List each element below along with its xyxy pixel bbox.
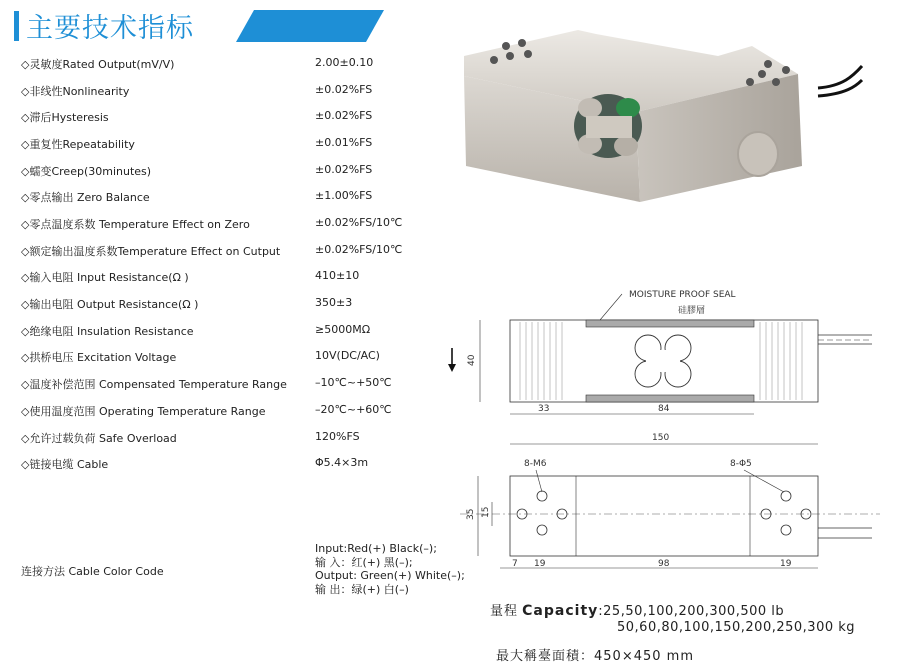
spec-value: –20℃~+60℃ bbox=[315, 403, 392, 416]
seal-cn-label: 硅膠層 bbox=[678, 306, 706, 316]
spec-row bbox=[21, 349, 441, 369]
spec-value: ±0.02%FS/10℃ bbox=[315, 216, 403, 229]
spec-label: ◇非线性Nonlinearity bbox=[21, 85, 130, 98]
spec-row bbox=[21, 163, 441, 183]
spec-row bbox=[21, 189, 441, 209]
dim-98: 98 bbox=[658, 559, 670, 569]
dim-height: 40 bbox=[467, 354, 477, 366]
max-platform-size: 最大稱臺面積：450×450 mm bbox=[496, 649, 694, 664]
spec-label: ◇灵敏度Rated Output(mV/V) bbox=[21, 58, 175, 71]
dim-33: 33 bbox=[538, 404, 550, 414]
cable-line-input-en: Input:Red(+) Black(–); bbox=[315, 542, 437, 555]
spec-value: ±0.02%FS bbox=[315, 163, 373, 176]
spec-value: ±0.02%FS/10℃ bbox=[315, 243, 403, 256]
spec-label: ◇允许过载负荷 Safe Overload bbox=[21, 432, 177, 445]
spec-value: Φ5.4×3m bbox=[315, 456, 369, 469]
spec-label: ◇拱桥电压 Excitation Voltage bbox=[21, 351, 177, 364]
spec-label: ◇重复性Repeatability bbox=[21, 138, 135, 151]
spec-row bbox=[21, 403, 441, 423]
spec-row bbox=[21, 456, 441, 476]
spec-value: 120%FS bbox=[315, 430, 360, 443]
spec-row bbox=[21, 83, 441, 103]
page-title: 主要技术指标 bbox=[26, 13, 194, 44]
spec-row bbox=[21, 216, 441, 236]
spec-label: ◇链接电缆 Cable bbox=[21, 458, 109, 471]
spec-value: 350±3 bbox=[315, 296, 353, 309]
spec-row bbox=[21, 243, 441, 263]
spec-row bbox=[21, 296, 441, 316]
dim-19-left: 19 bbox=[534, 559, 546, 569]
spec-label: ◇输出电阻 Output Resistance(Ω ) bbox=[21, 298, 199, 311]
spec-row bbox=[21, 269, 441, 289]
cable-line-input-cn: 输 入：红(+) 黑(–); bbox=[315, 555, 413, 569]
spec-label: ◇滞后Hysteresis bbox=[21, 111, 109, 124]
moisture-seal-label: MOISTURE PROOF SEAL bbox=[629, 290, 736, 300]
cable-line-output-en: Output: Green(+) White(–); bbox=[315, 569, 465, 582]
spec-value: 2.00±0.10 bbox=[315, 56, 374, 69]
spec-label: ◇温度补偿范围 Compensated Temperature Range bbox=[21, 378, 287, 391]
capacity-values-kg: 50,60,80,100,150,200,250,300 kg bbox=[617, 620, 856, 635]
spec-row bbox=[21, 376, 441, 396]
dim-150: 150 bbox=[652, 433, 670, 443]
title-stripe-decoration bbox=[236, 10, 384, 42]
capacity-label-cn: 量程 bbox=[490, 604, 519, 619]
cable-color-code-title: 连接方法 Cable Color Code bbox=[21, 565, 164, 578]
capacity-values-lb: :25,50,100,200,300,500 lb bbox=[598, 604, 785, 619]
capacity-label-en: Capacity bbox=[522, 603, 599, 619]
spec-value: ±0.02%FS bbox=[315, 109, 373, 122]
spec-label: ◇使用温度范围 Operating Temperature Range bbox=[21, 405, 266, 418]
spec-value: ≥5000MΩ bbox=[315, 323, 371, 336]
spec-label: ◇零点输出 Zero Balance bbox=[21, 191, 150, 204]
spec-value: –10℃~+50℃ bbox=[315, 376, 392, 389]
dim-7: 7 bbox=[512, 559, 518, 569]
spec-label: ◇蠕变Creep(30minutes) bbox=[21, 165, 152, 178]
spec-value: ±0.01%FS bbox=[315, 136, 373, 149]
dim-35: 35 bbox=[466, 508, 476, 520]
spec-label: ◇额定输出温度系数Temperature Effect on Cutput bbox=[21, 245, 281, 258]
dim-15: 15 bbox=[481, 506, 491, 518]
spec-row bbox=[21, 136, 441, 156]
spec-value: 10V(DC/AC) bbox=[315, 349, 380, 362]
dim-19-right: 19 bbox=[780, 559, 792, 569]
title-accent-bar bbox=[14, 11, 19, 41]
label-8-phi5: 8-Φ5 bbox=[730, 459, 752, 469]
dim-84: 84 bbox=[658, 404, 670, 414]
spec-row bbox=[21, 430, 441, 450]
spec-value: ±0.02%FS bbox=[315, 83, 373, 96]
spec-row bbox=[21, 323, 441, 343]
spec-label: ◇绝缘电阻 Insulation Resistance bbox=[21, 325, 194, 338]
load-cell-photo bbox=[458, 16, 863, 208]
spec-value: 410±10 bbox=[315, 269, 360, 282]
spec-label: ◇零点温度系数 Temperature Effect on Zero bbox=[21, 218, 250, 231]
dimension-drawing bbox=[440, 280, 910, 580]
spec-row bbox=[21, 109, 441, 129]
spec-value: ±1.00%FS bbox=[315, 189, 373, 202]
cable-line-output-cn: 输 出：绿(+) 白(–) bbox=[315, 582, 409, 596]
capacity-line bbox=[490, 600, 784, 619]
spec-label: ◇输入电阻 Input Resistance(Ω ) bbox=[21, 271, 189, 284]
label-8-m6: 8-M6 bbox=[524, 459, 547, 469]
spec-row bbox=[21, 56, 441, 76]
